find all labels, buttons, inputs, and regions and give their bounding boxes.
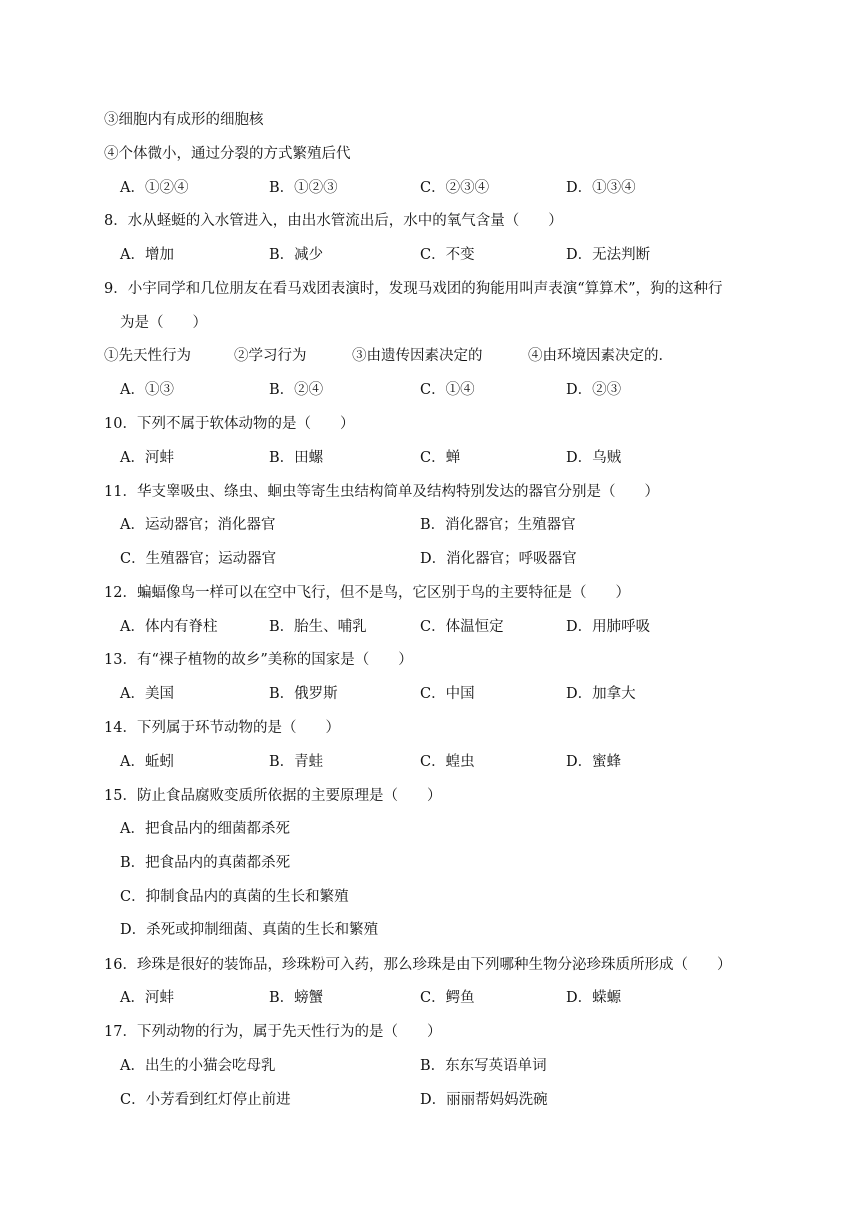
q17-option-c: C．小芳看到红灯停止前进 [120,1092,291,1108]
q10-option-b: B．田螺 [269,450,324,466]
q17-stem: 17．下列动物的行为，属于先天性行为的是（ ） [104,1024,442,1040]
q11-option-b: B．消化器官；生殖器官 [420,517,576,533]
q16-option-a: A．河蚌 [120,990,174,1006]
q16-stem: 16．珍珠是很好的装饰品，珍珠粉可入药，那么珍珠是由下列哪种生物分泌珍珠质所形成（ ） [104,957,732,973]
q14-option-c: C．蝗虫 [420,754,475,770]
q14-stem: 14．下列属于环节动物的是（ ） [104,720,340,736]
q7-option-b: B．①②③ [269,180,338,196]
q9-statement-1: ①先天性行为 [104,348,191,364]
q12-stem: 12．蝙蝠像鸟一样可以在空中飞行，但不是鸟，它区别于鸟的主要特征是（ ） [104,585,630,601]
q15-option-b: B．把食品内的真菌都杀死 [120,855,291,871]
q10-option-d: D．乌贼 [566,450,622,466]
q8-option-a: A．增加 [120,247,174,263]
q11-option-a: A．运动器官；消化器官 [120,517,276,533]
q17-option-b: B．东东写英语单词 [420,1058,547,1074]
q9-statement-3: ③由遗传因素决定的 [352,348,483,364]
q9-option-b: B．②④ [269,382,324,398]
q13-option-a: A．美国 [120,686,174,702]
statement-3: ③细胞内有成形的细胞核 [104,112,264,128]
q13-option-d: D．加拿大 [566,686,636,702]
q7-option-a: A．①②④ [120,180,189,196]
q8-stem: 8．水从蛏蜓的入水管进入，由出水管流出后，水中的氧气含量（ ） [104,213,563,229]
q12-option-a: A．体内有脊柱 [120,619,218,635]
q9-stem-cont: 为是（ ） [120,315,207,331]
q15-stem: 15．防止食品腐败变质所依据的主要原理是（ ） [104,788,442,804]
q10-stem: 10．下列不属于软体动物的是（ ） [104,416,355,432]
q15-option-c: C．抑制食品内的真菌的生长和繁殖 [120,889,349,905]
q14-option-b: B．青蛙 [269,754,324,770]
q9-option-c: C．①④ [420,382,475,398]
q8-option-d: D．无法判断 [566,247,651,263]
q15-option-d: D．杀死或抑制细菌、真菌的生长和繁殖 [120,922,379,938]
q14-option-d: D．蜜蜂 [566,754,622,770]
q11-stem: 11．华支睾吸虫、绦虫、蛔虫等寄生虫结构简单及结构特别发达的器官分别是（ ） [104,484,659,500]
q11-option-c: C．生殖器官；运动器官 [120,551,277,567]
q13-option-c: C．中国 [420,686,475,702]
q8-option-c: C．不变 [420,247,475,263]
q12-option-b: B．胎生、哺乳 [269,619,367,635]
statement-4: ④个体微小，通过分裂的方式繁殖后代 [104,146,351,162]
q9-statement-4: ④由环境因素决定的． [528,348,673,364]
q10-option-c: C．蝉 [420,450,461,466]
q10-option-a: A．河蚌 [120,450,174,466]
q14-option-a: A．蚯蚓 [120,754,174,770]
q16-option-b: B．螃蟹 [269,990,324,1006]
q17-option-d: D．丽丽帮妈妈洗碗 [420,1092,548,1108]
q9-option-a: A．①③ [120,382,174,398]
q13-stem: 13．有“裸子植物的故乡”美称的国家是（ ） [104,652,413,668]
q16-option-d: D．蝾螈 [566,990,622,1006]
q9-statement-2: ②学习行为 [234,348,307,364]
q7-option-d: D．①③④ [566,180,636,196]
q12-option-d: D．用肺呼吸 [566,619,651,635]
q8-option-b: B．减少 [269,247,324,263]
q7-option-c: C．②③④ [420,180,490,196]
q11-option-d: D．消化器官；呼吸器官 [420,551,577,567]
q15-option-a: A．把食品内的细菌都杀死 [120,821,290,837]
q12-option-c: C．体温恒定 [420,619,504,635]
q16-option-c: C．鳄鱼 [420,990,475,1006]
q17-option-a: A．出生的小猫会吃母乳 [120,1058,276,1074]
q9-stem: 9．小宇同学和几位朋友在看马戏团表演时，发现马戏团的狗能用叫声表演“算算术”，狗的这种行 [104,281,723,297]
q13-option-b: B．俄罗斯 [269,686,338,702]
q9-option-d: D．②③ [566,382,622,398]
